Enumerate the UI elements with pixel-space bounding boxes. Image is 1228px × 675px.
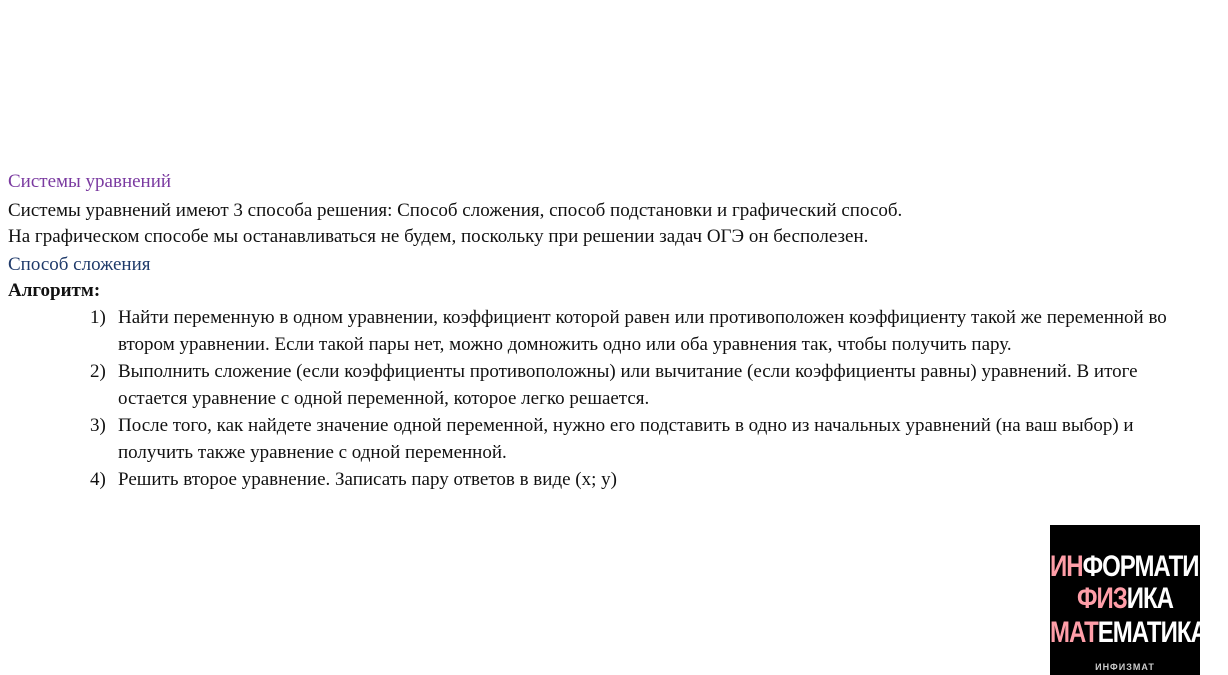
logo-text: ФОРМАТИКА <box>1082 549 1228 584</box>
list-item <box>8 412 1198 466</box>
document-title: Системы уравнений <box>8 171 172 192</box>
step-text: После того, как найдете значение одной переменной, нужно его подставить в одно из начальных уравнений (на ваш выбор) и получить также уравнение с одной переменной. <box>118 415 1134 463</box>
logo-footer: ИНФИЗМАТ <box>1095 662 1155 672</box>
list-item <box>8 466 1198 493</box>
logo-highlight: МАТ <box>1050 615 1098 650</box>
step-text: Выполнить сложение (если коэффициенты противоположны) или вычитание (если коэффициенты равны) уравнений. В итоге остается уравнение с одной переменной, которое легко решается. <box>118 361 1138 409</box>
step-number: 1) <box>90 307 106 328</box>
logo-highlight: ФИЗ <box>1076 581 1127 616</box>
algorithm-label: Алгоритм: <box>8 280 101 301</box>
step-text: Найти переменную в одном уравнении, коэффициент которой равен или противоположен коэффициенту такой же переменной во втором уравнении. Если такой пары нет, можно домножить одно или оба уравнения так, чтобы получить пару. <box>118 307 1167 355</box>
step-text: Решить второе уравнение. Записать пару ответов в виде (x; y) <box>118 469 617 490</box>
logo-line-informatika <box>1050 549 1228 585</box>
logo-highlight: ИН <box>1050 549 1083 584</box>
intro-paragraph-1: Системы уравнений имеют 3 способа решения: Способ сложения, способ подстановки и графический способ. <box>8 200 903 221</box>
step-number: 2) <box>90 361 106 382</box>
step-number: 4) <box>90 469 106 490</box>
logo-line-fizika <box>1050 582 1200 617</box>
logo-text: ИКА <box>1126 581 1173 616</box>
list-item <box>8 358 1198 412</box>
intro-paragraph-2: На графическом способе мы останавливаться не будем, поскольку при решении задач ОГЭ он бесполезен. <box>8 226 869 247</box>
step-number: 3) <box>90 415 106 436</box>
section-title: Способ сложения <box>8 254 151 275</box>
logo-line-matematika <box>1050 615 1207 651</box>
logo-text: ЕМАТИКА <box>1097 615 1207 650</box>
algorithm-steps <box>8 304 1198 493</box>
list-item <box>8 304 1198 358</box>
document-body <box>8 170 1198 493</box>
infizmat-logo <box>1050 525 1228 675</box>
